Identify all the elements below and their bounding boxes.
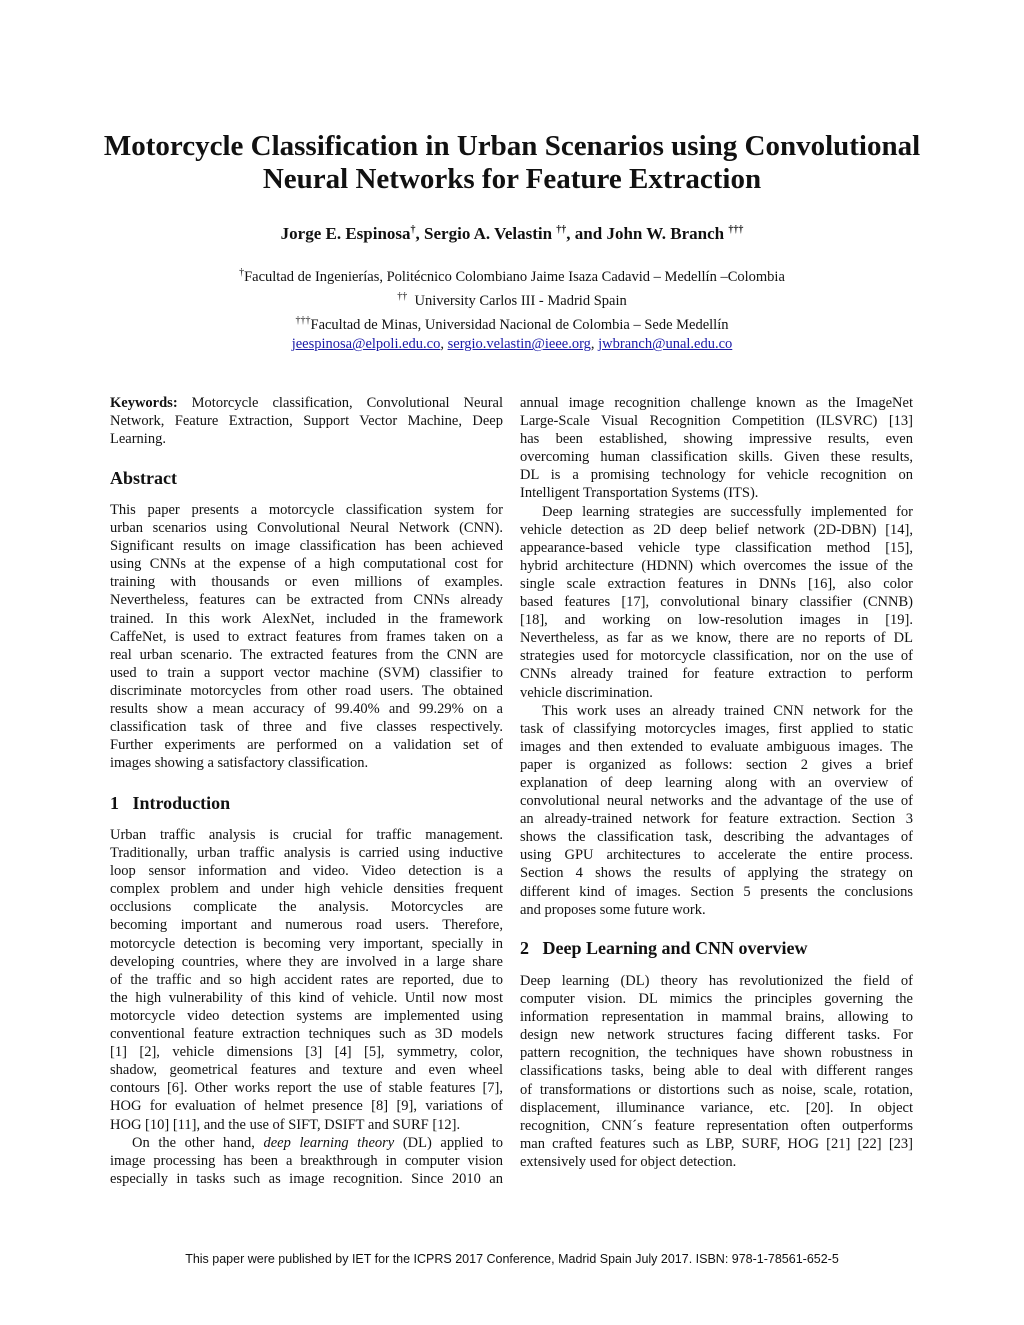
email-link[interactable]: jeespinosa@elpoli.edu.co	[291, 336, 441, 353]
text-line: loop sensor information and video. Video detection is a	[110, 863, 503, 880]
author-list	[0, 224, 1024, 244]
text-line: information representation in mammal brains, allowing to	[520, 1009, 913, 1026]
text-line: based features [17], convolutional binary classifier (CNNB)	[520, 594, 913, 611]
text-line: Significant results on image classification has been achieved	[110, 538, 503, 555]
text-line: pattern recognition, the techniques have shown robustness in	[520, 1045, 913, 1062]
text-line: Intelligent Transportation Systems (ITS).	[520, 485, 759, 502]
affiliation-mark: ††	[556, 224, 567, 236]
text-line: vehicle detection as 2D deep belief network (2D-DBN) [14],	[520, 521, 913, 538]
text-line	[110, 394, 503, 412]
text-line: discriminate motorcycles from other road users. The obtained	[110, 682, 503, 699]
text-line: [18], and working on low-resolution images in [19].	[520, 612, 913, 629]
affiliation-mark: †	[239, 267, 245, 278]
text-line: training with thousands or even millions of examples.	[110, 574, 503, 591]
italic-term: deep learning theory	[263, 1134, 395, 1151]
text-line: classifications tasks, being able to deal with different ranges	[520, 1063, 913, 1080]
section-2-body	[520, 972, 913, 1171]
text-line: motorcycle detection is becoming very important, specially in	[110, 935, 503, 952]
text-line: single scale extraction features in DNNs [16], also color	[520, 575, 913, 592]
introduction-continued	[520, 394, 913, 919]
text-line: images showing a satisfactory classification.	[110, 755, 369, 772]
text-line: annual image recognition challenge known as the ImageNet	[520, 395, 913, 411]
text-line: explanation of deep learning along with an overview of	[520, 774, 913, 791]
text-span: (DL) applied to	[394, 1134, 503, 1151]
affiliations	[0, 263, 1024, 355]
text-line: motorcycle video detection systems are implemented using	[110, 1007, 503, 1024]
text-line: shows the classification task, describing the advantages of	[520, 829, 913, 846]
text-line: man crafted features such as LBP, SURF, HOG [21] [22] [23]	[520, 1135, 913, 1152]
text-line: appearance-based vehicle type classification method [15],	[520, 539, 913, 556]
title-line: Neural Networks for Feature Extraction	[262, 163, 762, 195]
text-line: CNNs already trained for feature extraction to perform	[520, 666, 913, 683]
text-line: urban scenarios using Convolutional Neural Network (CNN).	[110, 520, 503, 537]
paper-title	[0, 130, 1024, 196]
introduction-body	[110, 826, 503, 1188]
title-line: Motorcycle Classification in Urban Scenarios using Convolutional	[103, 130, 921, 162]
text-line: of the traffic and so high accident rates are reported, due to	[110, 971, 503, 988]
text-line: recognition, CNN´s feature representation often outperforms	[520, 1117, 913, 1134]
text-line: developing countries, where they are involved in a large share	[110, 953, 503, 970]
text-line: trained. In this work AlexNet, included in the framework	[110, 610, 503, 627]
text-line: task of classifying motorcycles images, first applied to static	[520, 720, 913, 737]
text-line: especially in tasks such as image recognition. Since 2010 an	[110, 1170, 503, 1187]
author-name: , Sergio A. Velastin	[415, 224, 557, 243]
text-line: conventional feature extraction techniques such as 3D models	[110, 1026, 503, 1043]
text-line: the high vulnerability of this kind of vehicle. Until now most	[110, 989, 503, 1006]
author-name: Jorge E. Espinosa	[280, 224, 411, 243]
text-line: design new network structures facing different tasks. For	[520, 1027, 913, 1044]
text-line: CaffeNet, is used to extract features from frames taken on a	[110, 628, 503, 645]
text-line: Deep learning strategies are successfully implemented for	[542, 503, 913, 520]
affiliation-text: University Carlos III - Madrid Spain	[407, 292, 627, 309]
email-link[interactable]: jwbranch@unal.edu.co	[598, 336, 733, 353]
text-line: extensively used for object detection.	[520, 1153, 737, 1170]
text-line: shadow, geometrical features and texture and even wheel	[110, 1062, 503, 1079]
text-line: contours [6]. Other works report the use of stable features [7],	[110, 1080, 503, 1097]
keywords	[110, 394, 503, 448]
text-line: Learning.	[110, 431, 166, 448]
text-line: real urban scenario. The extracted features from the CNN are	[110, 646, 503, 663]
text-line: and proposes some future work.	[520, 901, 706, 918]
text-line: HOG [10] [11], and the use of SIFT, DSIFT and SURF [12].	[110, 1116, 461, 1133]
abstract-heading: Abstract	[110, 468, 177, 488]
text-line: Further experiments are performed on a validation set of	[110, 737, 503, 754]
text-line: This paper presents a motorcycle classification system for	[110, 502, 503, 518]
text-line: hybrid architecture (HDNN) which overcomes the issue of the	[520, 557, 913, 574]
affiliation-mark: †††	[728, 224, 744, 236]
email-line	[0, 335, 1024, 354]
section-1-heading: 1 Introduction	[110, 793, 231, 813]
text-line: DL is a promising technology for vehicle recognition on	[520, 467, 913, 484]
author-name: , and John W. Branch	[566, 224, 729, 243]
text-line: different kind of images. Section 5 presents the conclusions	[520, 883, 913, 900]
text-line: occlusions complicate the analysis. Motorcycles are	[110, 899, 503, 916]
text-line: Large-Scale Visual Recognition Competition (ILSVRC) [13]	[520, 413, 913, 430]
text-line: becoming important and numerous road users. Therefore,	[110, 917, 503, 934]
publication-footer: This paper were published by IET for the ICPRS 2017 Conference, Madrid Spain July 2017. ISBN: 978-1-78561-652-5	[185, 1252, 839, 1266]
text-line: Urban traffic analysis is crucial for traffic management.	[110, 827, 503, 843]
text-line: used to train a support vector machine (SVM) classifier to	[110, 664, 503, 681]
email-link[interactable]: sergio.velastin@ieee.org	[447, 336, 591, 353]
separator: ,	[440, 336, 448, 353]
text-line	[110, 1134, 503, 1152]
text-line: using CNNs at the expense of a high computational cost for	[110, 556, 503, 573]
text-line: has been established, showing impressive results, even	[520, 431, 913, 448]
text-line: displacement, illuminance variance, etc. [20]. In object	[520, 1099, 913, 1116]
text-line: Traditionally, urban traffic analysis is carried using inductive	[110, 845, 503, 862]
text-line: Section 4 shows the results of applying the strategy on	[520, 865, 913, 882]
text-line: Nevertheless, as far as we know, there are no reports of DL	[520, 630, 913, 647]
text-span: On the other hand,	[132, 1134, 264, 1151]
affiliation-line	[0, 263, 1024, 287]
text-line: of transformations or distortions such as noise, scale, rotation,	[520, 1081, 913, 1098]
text-line: overcoming human classification skills. Given these results,	[520, 449, 913, 466]
section-2-heading: 2 Deep Learning and CNN overview	[520, 938, 808, 958]
text-line: results show a mean accuracy of 99.40% and 99.29% on a	[110, 701, 503, 718]
separator: ,	[590, 336, 599, 353]
text-line: convolutional neural networks and the advantage of the use of	[520, 793, 913, 810]
affiliation-mark: †	[410, 224, 416, 236]
text-line: classification task of three and five classes respectively.	[110, 719, 503, 736]
affiliation-line	[0, 311, 1024, 335]
text-line: strategies used for motorcycle classification, nor on the use of	[520, 648, 913, 665]
text-line: computer vision. DL mimics the principles governing the	[520, 991, 913, 1008]
text-line: complex problem and under high vehicle densities frequent	[110, 881, 503, 898]
text-line: paper is organized as follows: section 2 gives a brief	[520, 756, 913, 773]
text-line: image processing has been a breakthrough in computer vision	[110, 1152, 503, 1169]
affiliation-mark: ††	[397, 291, 408, 303]
keywords-label: Keywords:	[110, 395, 178, 411]
affiliation-text: Facultad de Minas, Universidad Nacional de Colombia – Sede Medellín	[310, 317, 729, 334]
text-line: [1] [2], vehicle dimensions [3] [4] [5], symmetry, color,	[110, 1044, 503, 1061]
text-line: an already-trained network for feature extraction. Section 3	[520, 811, 913, 828]
affiliation-text: Facultad de Ingenierías, Politécnico Colombiano Jaime Isaza Cadavid – Medellín –Colombia	[244, 268, 785, 285]
keywords-text: Motorcycle classification, Convolutional Neural	[177, 395, 503, 411]
text-line: Nevertheless, features can be extracted from CNNs already	[110, 592, 503, 609]
text-line: Deep learning (DL) theory has revolutionized the field of	[520, 973, 913, 989]
text-line: HOG for evaluation of helmet presence [8] [9], variations of	[110, 1098, 503, 1115]
affiliation-line	[0, 287, 1024, 311]
text-line: images and then extended to evaluate ambiguous images. The	[520, 738, 913, 755]
text-line: vehicle discrimination.	[520, 684, 653, 701]
text-line: Network, Feature Extraction, Support Vector Machine, Deep	[110, 413, 503, 430]
abstract-body	[110, 501, 503, 772]
affiliation-mark: †††	[295, 315, 311, 327]
text-line: This work uses an already trained CNN network for the	[542, 702, 913, 719]
text-line: using GPU architectures to accelerate the entire process.	[520, 847, 913, 864]
